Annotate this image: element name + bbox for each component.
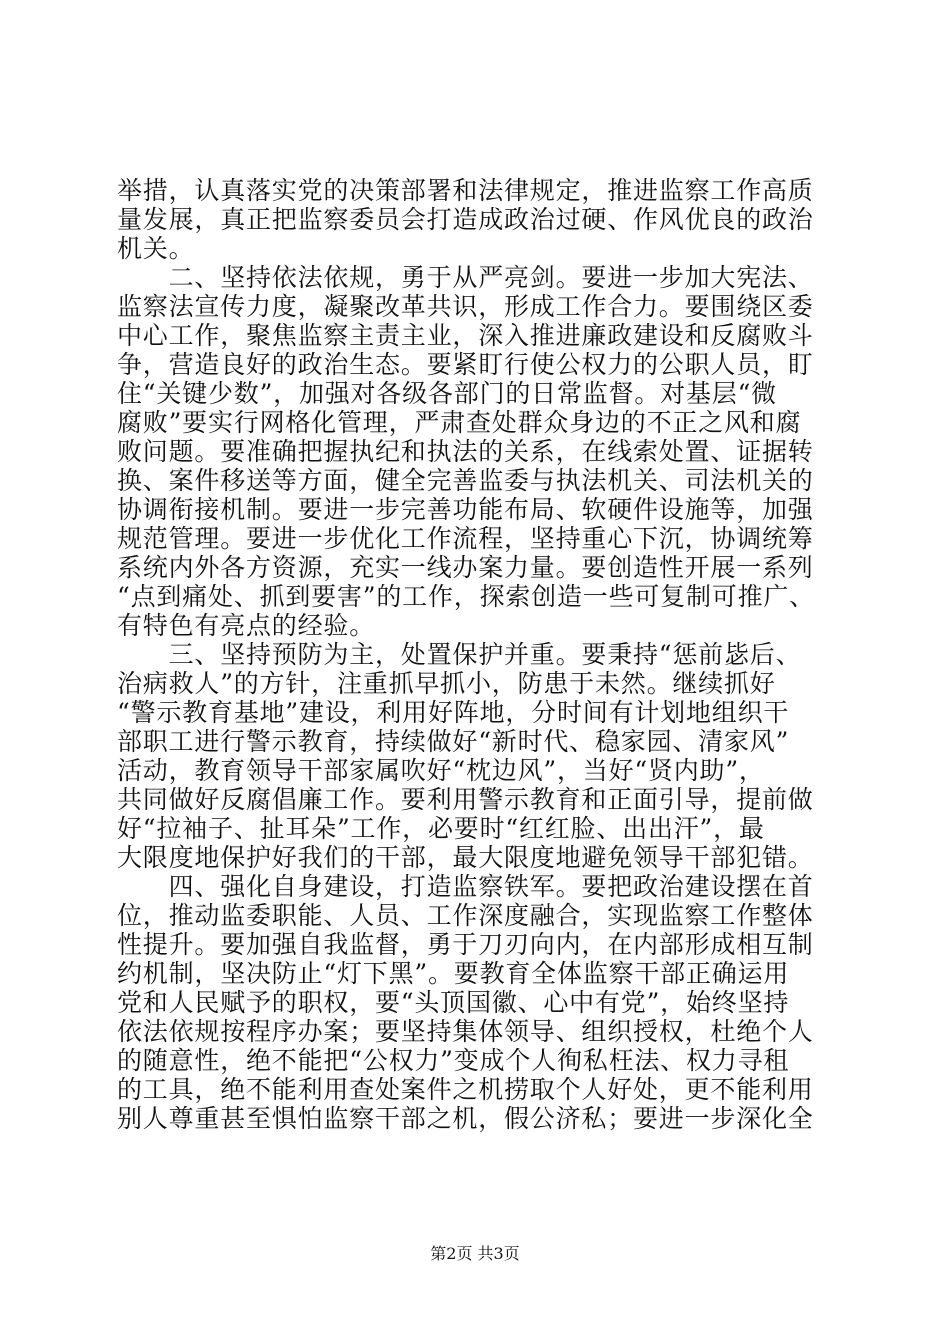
text-line: 别人尊重甚至惧怕监察干部之机，假公济私；要进一步深化全 [117, 1104, 814, 1133]
text-line: 有特色有亮点的经验。 [117, 611, 376, 640]
text-line: 住“关键少数”，加强对各级各部门的日常监督。对基层“微 [117, 379, 777, 408]
document-body [117, 176, 833, 1133]
text-line: 二、坚持依法依规，勇于从严亮剑。要进一步加大宪法、 [117, 263, 814, 292]
text-line: 中心工作，聚焦监察主责主业，深入推进廉政建设和反腐败斗 [117, 321, 814, 350]
text-line: 四、强化自身建设，打造监察铁军。要把政治建设摆在首 [117, 872, 814, 901]
text-line: 机关。 [117, 234, 195, 263]
text-line: 党和人民赋予的职权，要“头顶国徽、心中有党”，始终坚持 [117, 988, 790, 1017]
text-line: 依法依规按程序办案；要坚持集体领导、组织授权，杜绝个人 [117, 1017, 814, 1046]
text-line: 败问题。要准确把握执纪和执法的关系，在线索处置、证据转 [117, 437, 814, 466]
text-line: 量发展，真正把监察委员会打造成政治过硬、作风优良的政治 [117, 205, 814, 234]
page-footer: 第2页 共3页 [430, 1244, 520, 1263]
text-line: 系统内外各方资源，充实一线办案力量。要创造性开展一系列 [117, 553, 814, 582]
text-line: 举措，认真落实党的决策部署和法律规定，推进监察工作高质 [117, 176, 814, 205]
text-line: 协调衔接机制。要进一步完善功能布局、软硬件设施等，加强 [117, 495, 814, 524]
text-line: 共同做好反腐倡廉工作。要利用警示教育和正面引导，提前做 [117, 785, 814, 814]
text-line: 规范管理。要进一步优化工作流程，坚持重心下沉，协调统筹 [117, 524, 814, 553]
text-line: 好“拉袖子、扯耳朵”工作，必要时“红红脸、出出汗”，最 [117, 814, 765, 843]
text-line: 性提升。要加强自我监督，勇于刀刃向内，在内部形成相互制 [117, 930, 814, 959]
text-line: “点到痛处、抓到要害”的工作，探索创造一些可复制可推广、 [117, 582, 815, 611]
text-line: 的工具，绝不能利用查处案件之机捞取个人好处，更不能利用 [117, 1075, 814, 1104]
text-line: “警示教育基地”建设，利用好阵地，分时间有计划地组织干 [117, 698, 790, 727]
text-line: 活动，教育领导干部家属吹好“枕边风”，当好“贤内助”， [117, 756, 765, 785]
text-line: 位，推动监委职能、人员、工作深度融合，实现监察工作整体 [117, 901, 814, 930]
text-line: 三、坚持预防为主，处置保护并重。要秉持“惩前毖后、 [117, 640, 802, 669]
text-line: 约机制，坚决防止“灯下黑”。要教育全体监察干部正确运用 [117, 959, 790, 988]
text-line: 换、案件移送等方面，健全完善监委与执法机关、司法机关的 [117, 466, 814, 495]
text-line: 的随意性，绝不能把“公权力”变成个人徇私枉法、权力寻租 [117, 1046, 790, 1075]
text-line: 争，营造良好的政治生态。要紧盯行使公权力的公职人员，盯 [117, 350, 814, 379]
text-line: 部职工进行警示教育，持续做好“新时代、稳家园、清家风” [117, 727, 790, 756]
text-line: 治病救人”的方针，注重抓早抓小，防患于未然。继续抓好 [117, 669, 776, 698]
text-line: 腐败”要实行网格化管理，严肃查处群众身边的不正之风和腐 [117, 408, 802, 437]
text-line: 监察法宣传力度，凝聚改革共识，形成工作合力。要围绕区委 [117, 292, 814, 321]
text-line: 大限度地保护好我们的干部，最大限度地避免领导干部犯错。 [117, 843, 814, 872]
